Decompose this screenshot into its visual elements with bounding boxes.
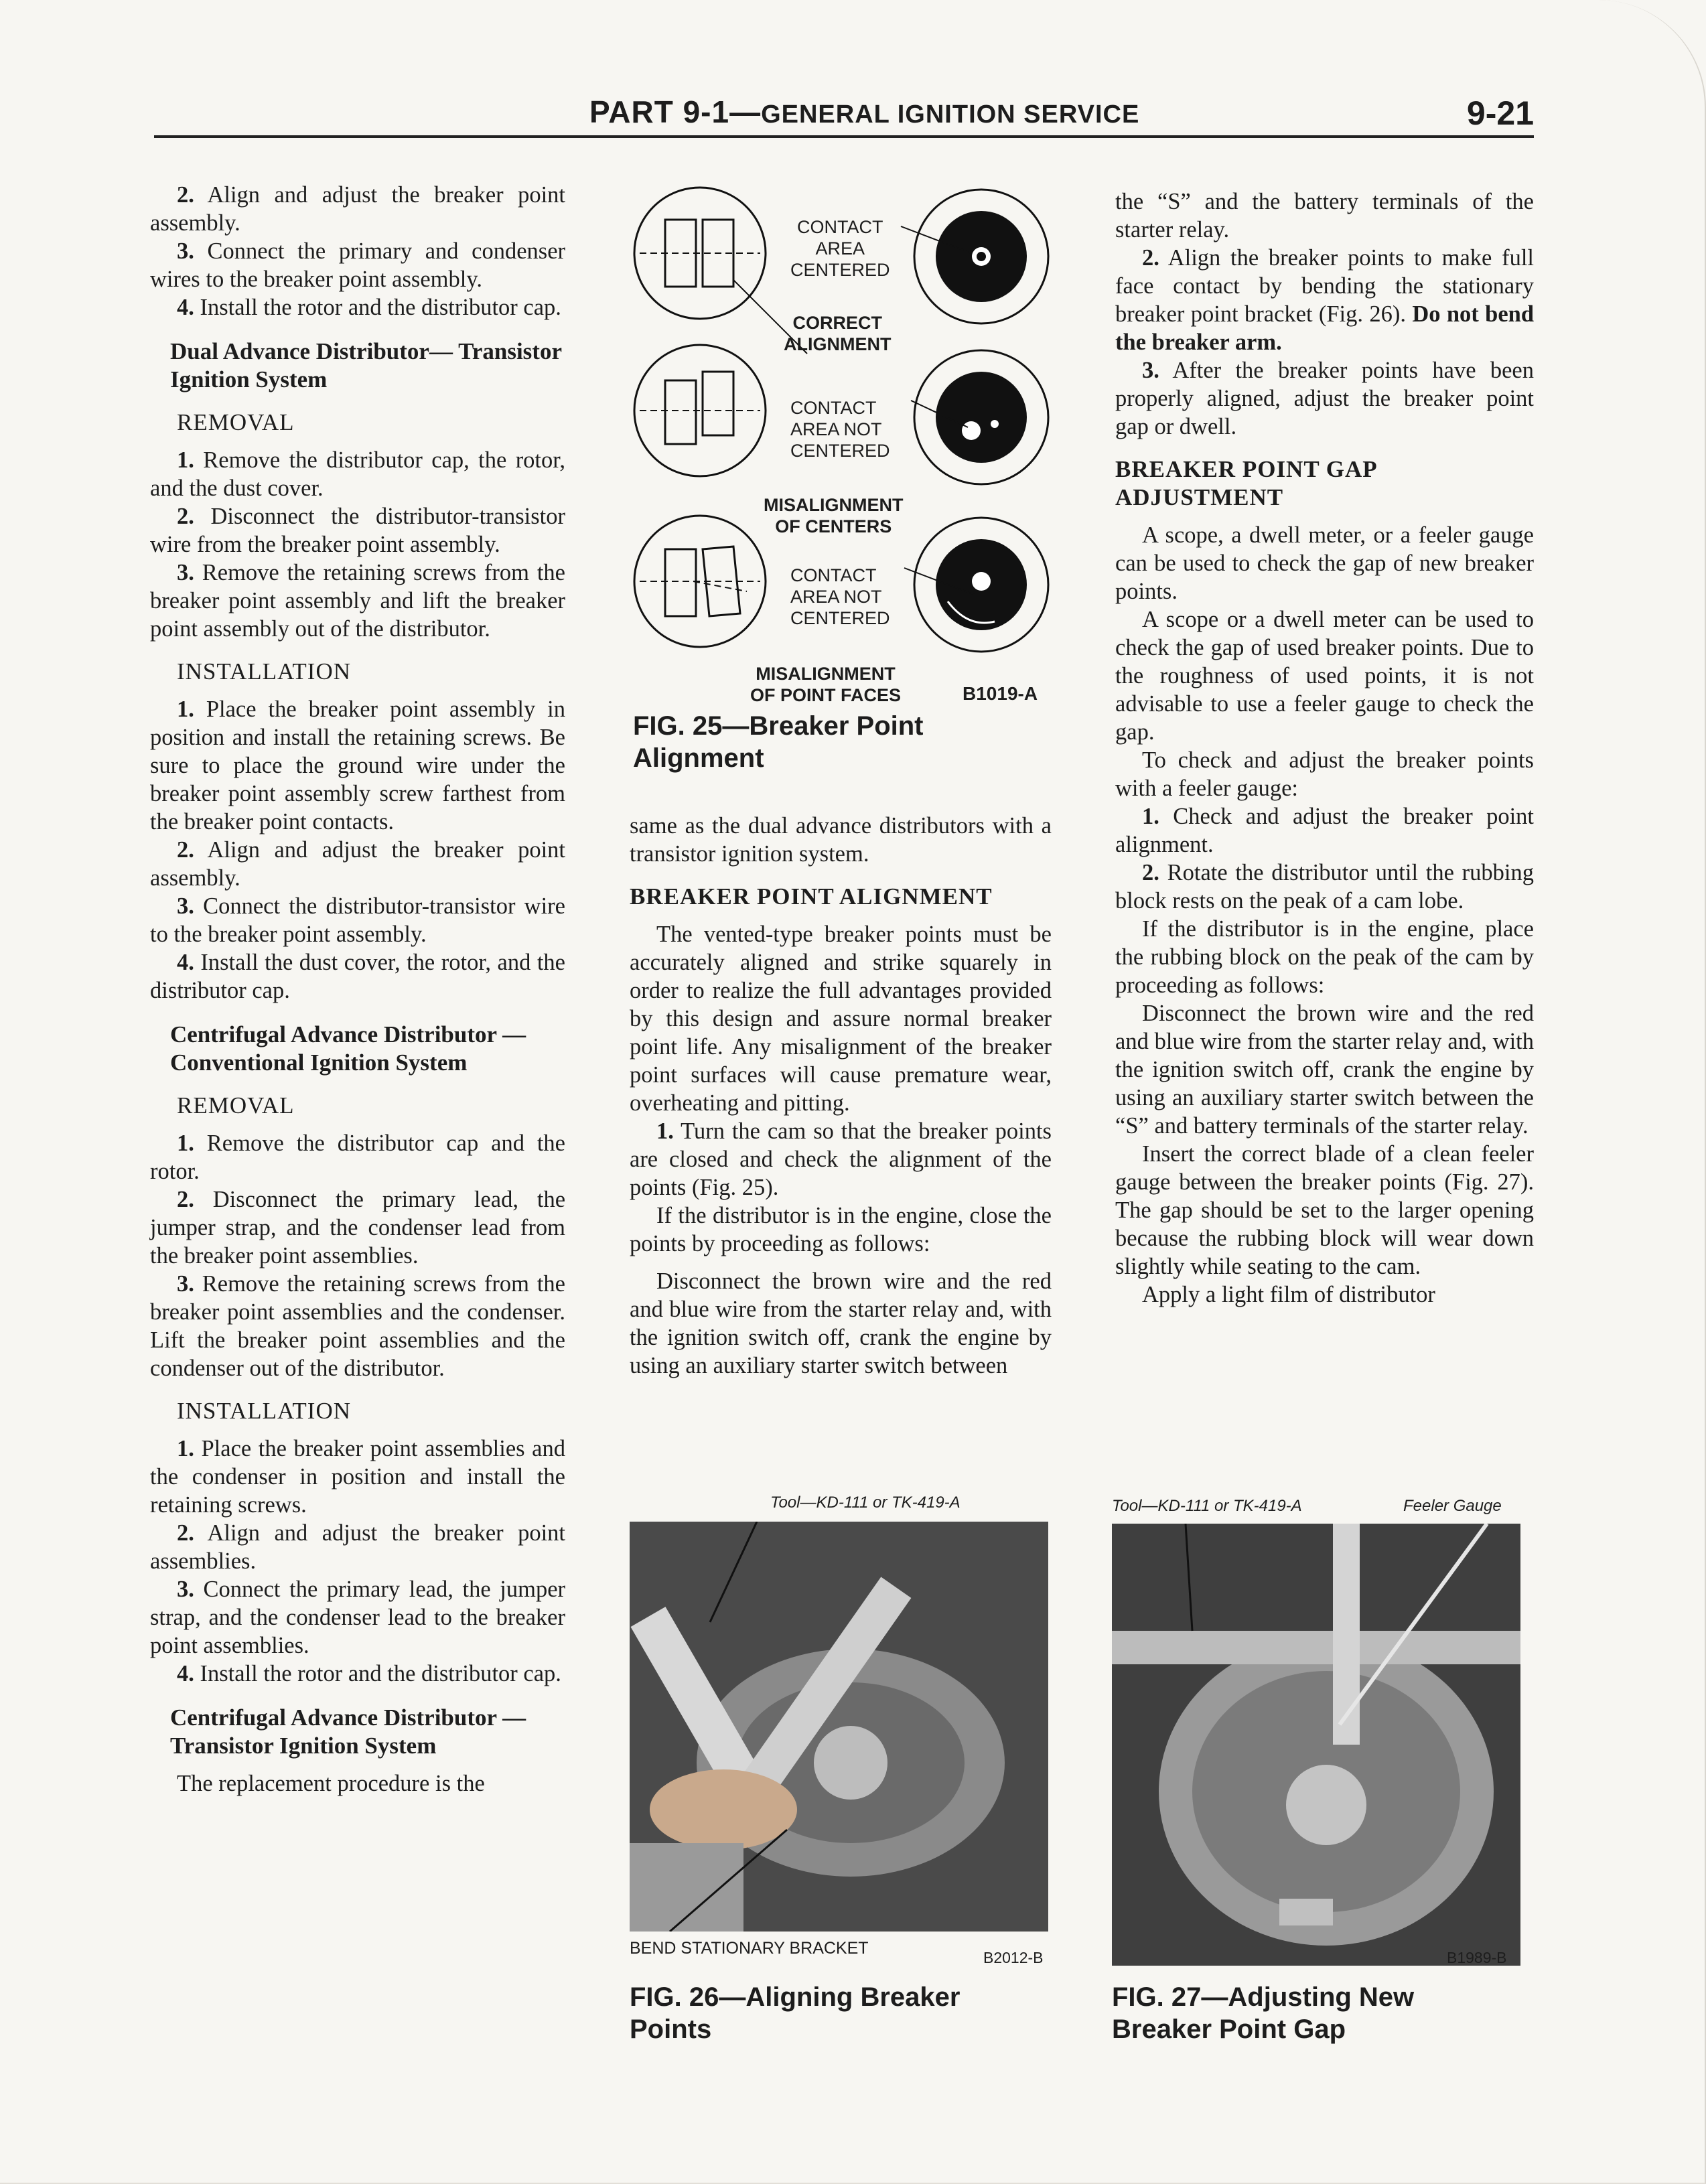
feeler-gauge-illustration [1112, 1524, 1520, 1966]
paragraph: the “S” and the battery terminals of the starter relay. [1115, 189, 1534, 242]
subheading-removal: REMOVAL [177, 409, 295, 435]
paragraph: If the distributor is in the engine, place the rubbing block on the peak of the cam by proceeding as follows: [1115, 916, 1534, 998]
paragraph: 1. Check and adjust the breaker point alignment. [1115, 804, 1535, 857]
feeler-gauge-label: Feeler Gauge [1403, 1497, 1502, 1515]
column-3 [1115, 188, 1534, 1309]
paragraph: 1. Remove the distributor cap and the rotor. [150, 1131, 565, 1184]
header-dash: — [729, 94, 762, 129]
figure-27 [1112, 1494, 1541, 2083]
paragraph: The replacement procedure is the [177, 1771, 485, 1796]
subheading-installation: INSTALLATION [177, 658, 351, 684]
paragraph: 3. Connect the primary and condenser wires to the breaker point assembly. [150, 238, 565, 292]
paragraph: Insert the correct blade of a clean feeler gauge between the breaker points (Fig. 27). The gap should be set to the larger opening because the rubbing block will wear down slightly while seating to the cam. [1115, 1141, 1534, 1279]
section-heading: Centrifugal Advance Distributor —Transistor Ignition System [170, 1704, 526, 1759]
page-header [154, 94, 1534, 141]
paragraph: Disconnect the brown wire and the red and blue wire from the starter relay and, with the ignition switch off, crank the engine by using an auxiliary starter switch between [630, 1268, 1052, 1378]
section-heading: Centrifugal Advance Distributor —Conventional Ignition System [170, 1021, 526, 1076]
label-contact-area-not-centered-1: CONTACT AREA NOT CENTERED [790, 398, 890, 461]
paragraph: If the distributor is in the engine, close the points by proceeding as follows: [630, 1203, 1052, 1256]
figure-caption: FIG. 26—Aligning Breaker Points [630, 1982, 961, 2044]
section-heading: BREAKER POINT GAP ADJUSTMENT [1115, 456, 1376, 510]
figure-26 [630, 1494, 1058, 2069]
column-2 [630, 812, 1052, 1380]
label-contact-area-centered: CONTACT AREA CENTERED [790, 217, 890, 280]
paragraph: 1. Place the breaker point assemblies and the condenser in position and install the retaining screws. [150, 1436, 565, 1518]
paragraph: 2. Rotate the distributor until the rubbing block rests on the peak of a cam lobe. [1115, 860, 1534, 914]
paragraph: 3. Connect the distributor-transistor wire to the breaker point assembly. [150, 893, 565, 947]
tool-label: Tool—KD-111 or TK-419-A [1112, 1497, 1302, 1515]
figure-code: B1989-B [1447, 1949, 1507, 1966]
paragraph: 2. Align and adjust the breaker point assembly. [150, 837, 565, 891]
distributor-photo [630, 1522, 1048, 1932]
paragraph: 3. Remove the retaining screws from the breaker point assemblies and the condenser. Lift the breaker point assemblies and the condenser out of the distributor. [150, 1271, 565, 1381]
paragraph: 2. Align the breaker points to make full face contact by bending the stationary breaker point bracket (Fig. 26). Do not bend the breaker arm. [1115, 245, 1535, 355]
header-rule [154, 135, 1534, 138]
paragraph: Apply a light film of distributor [1142, 1282, 1435, 1307]
label-contact-area-not-centered-2: CONTACT AREA NOT CENTERED [790, 565, 890, 628]
figure-code: B1019-A [963, 683, 1038, 704]
subheading-removal: REMOVAL [177, 1092, 295, 1118]
paragraph: 2. Disconnect the primary lead, the jumper strap, and the condenser lead from the breaker point assemblies. [150, 1187, 566, 1268]
paragraph: 4. Install the dust cover, the rotor, and the distributor cap. [150, 950, 565, 1003]
label-misalignment-of-point-faces: MISALIGNMENT OF POINT FACES [750, 664, 902, 705]
subheading-installation: INSTALLATION [177, 1398, 351, 1424]
column-1 [150, 181, 565, 1798]
paragraph: A scope or a dwell meter can be used to check the gap of used breaker points. Due to the roughness of used points, it is not advisable to use a feeler gauge to check the gap. [1115, 607, 1534, 745]
section-heading: BREAKER POINT ALIGNMENT [630, 883, 993, 909]
header-part: PART 9-1 [589, 94, 730, 129]
distributor-illustration [630, 1522, 1048, 1932]
paragraph: same as the dual advance distributors with a transistor ignition system. [630, 813, 1052, 867]
paragraph: 3. After the breaker points have been properly aligned, adjust the breaker point gap or dwell. [1115, 358, 1534, 439]
bend-label: BEND STATIONARY BRACKET [630, 1939, 869, 1958]
paragraph: A scope, a dwell meter, or a feeler gauge can be used to check the gap of new breaker points. [1115, 522, 1534, 604]
paragraph: 4. Install the rotor and the distributor cap. [177, 1661, 561, 1686]
paragraph: To check and adjust the breaker points with a feeler gauge: [1115, 747, 1534, 801]
figure-25 [633, 179, 1062, 782]
paragraph: 1. Turn the cam so that the breaker points are closed and check the alignment of the points (Fig. 25). [630, 1118, 1052, 1200]
figure-caption: FIG. 27—Adjusting New Breaker Point Gap [1112, 1982, 1415, 2044]
label-misalignment-of-centers: MISALIGNMENT OF CENTERS [764, 495, 904, 536]
page-number: 9-21 [1466, 94, 1534, 132]
paragraph: 1. Place the breaker point assembly in position and install the retaining screws. Be sure to place the ground wire under the breaker point assembly screw farthest from the breaker point contacts. [150, 697, 565, 834]
tool-label: Tool—KD-111 or TK-419-A [770, 1494, 961, 1512]
paragraph: 2. Align and adjust the breaker point assemblies. [150, 1520, 565, 1574]
header-section-title: GENERAL IGNITION SERVICE [761, 100, 1140, 129]
feeler-gauge-photo [1112, 1524, 1520, 1966]
paragraph: 4. Install the rotor and the distributor cap. [177, 295, 561, 320]
figure-code: B2012-B [983, 1949, 1044, 1966]
section-heading: Dual Advance Distributor— Transistor Ignition System [170, 338, 562, 392]
label-correct-alignment: CORRECT ALIGNMENT [784, 313, 892, 354]
paragraph: 2. Align and adjust the breaker point assembly. [150, 182, 565, 236]
paragraph: The vented-type breaker points must be accurately aligned and strike squarely in order to realize the full advantages provided by this design and assure normal breaker point life. Any misalignment of the breaker point surfaces will cause premature wear, overheating and pitting. [630, 922, 1052, 1116]
figure-caption: FIG. 25—Breaker Point Alignment [633, 711, 924, 773]
paragraph: 3. Connect the primary lead, the jumper strap, and the condenser lead to the breaker point assemblies. [150, 1577, 565, 1658]
paragraph: 3. Remove the retaining screws from the breaker point assembly and lift the breaker point assembly out of the distributor. [150, 560, 565, 642]
paragraph: 1. Remove the distributor cap, the rotor, and the dust cover. [150, 447, 565, 501]
paragraph: Disconnect the brown wire and the red and blue wire from the starter relay and, with the ignition switch off, crank the engine by using an auxiliary starter switch between the “S” and battery terminals of the starter relay. [1115, 1001, 1534, 1139]
header-title [589, 94, 1139, 130]
paragraph: 2. Disconnect the distributor-transistor wire from the breaker point assembly. [150, 504, 565, 557]
